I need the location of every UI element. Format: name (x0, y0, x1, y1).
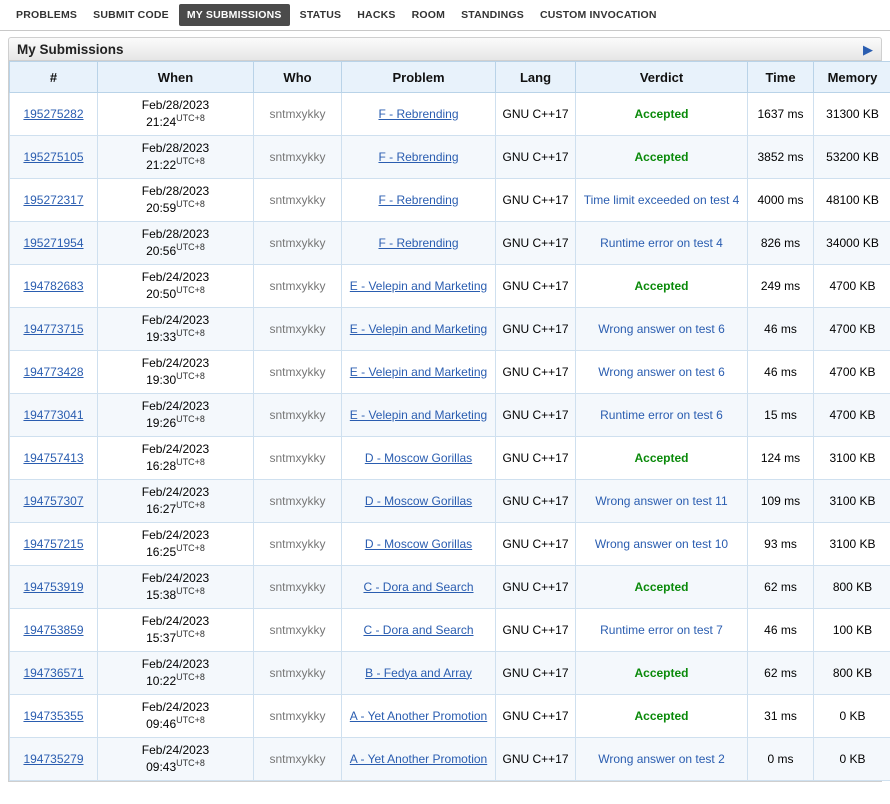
submission-clock (102, 414, 249, 431)
submission-date: Feb/24/2023 (141, 270, 210, 284)
author-cell[interactable]: sntmxykky (254, 437, 342, 480)
submission-time-cell (98, 566, 254, 609)
memory-cell: 4700 KB (814, 265, 890, 308)
table-row (10, 695, 890, 738)
submission-time-of-day: 21:24 (146, 115, 177, 129)
verdict-text: Wrong answer on test 10 (594, 536, 729, 551)
column-header-who: Who (254, 62, 342, 93)
submission-timezone: UTC+8 (176, 371, 205, 381)
submission-id-link[interactable]: 195275282 (23, 106, 84, 121)
submission-id-cell (10, 609, 98, 652)
memory-cell: 3100 KB (814, 437, 890, 480)
verdict-text: Runtime error on test 6 (600, 407, 723, 422)
verdict-cell[interactable] (576, 308, 748, 351)
submission-id-cell (10, 222, 98, 265)
verdict-text: Accepted (634, 450, 689, 465)
problem-link[interactable]: D - Moscow Gorillas (364, 493, 473, 508)
verdict-text: Wrong answer on test 11 (595, 493, 728, 508)
verdict-text: Wrong answer on test 6 (598, 321, 725, 336)
submission-date: Feb/24/2023 (141, 657, 210, 671)
submission-clock (102, 156, 249, 173)
submission-id-link[interactable]: 195271954 (23, 235, 84, 250)
submission-clock (102, 242, 249, 259)
language-cell: GNU C++17 (496, 308, 576, 351)
verdict-cell[interactable] (576, 265, 748, 308)
submission-clock (102, 328, 249, 345)
submission-date: Feb/24/2023 (141, 399, 210, 413)
problem-link[interactable]: E - Velepin and Marketing (349, 364, 488, 379)
submission-date: Feb/24/2023 (141, 528, 210, 542)
submission-timezone: UTC+8 (176, 199, 205, 209)
execution-time-cell: 46 ms (748, 351, 814, 394)
submission-time-of-day: 19:33 (146, 330, 177, 344)
submission-timezone: UTC+8 (176, 285, 205, 295)
submission-date: Feb/28/2023 (141, 98, 210, 112)
table-row (10, 566, 890, 609)
problem-cell (342, 437, 496, 480)
language-cell: GNU C++17 (496, 93, 576, 136)
problem-cell (342, 652, 496, 695)
column-header-problem: Problem (342, 62, 496, 93)
memory-cell: 4700 KB (814, 394, 890, 437)
problem-cell (342, 93, 496, 136)
submission-date: Feb/24/2023 (141, 614, 210, 628)
problem-link[interactable]: C - Dora and Search (363, 579, 474, 594)
table-row (10, 394, 890, 437)
execution-time-cell: 109 ms (748, 480, 814, 523)
author-cell[interactable]: sntmxykky (254, 222, 342, 265)
verdict-text: Wrong answer on test 6 (598, 364, 725, 379)
submission-time-cell (98, 265, 254, 308)
submission-time-of-day: 20:59 (146, 201, 177, 215)
table-body (10, 93, 890, 781)
table-header (10, 62, 890, 93)
submission-id-link[interactable]: 194753919 (23, 579, 84, 594)
submission-id-link[interactable]: 194735279 (23, 751, 84, 766)
problem-link[interactable]: B - Fedya and Array (365, 665, 472, 680)
column-header-when: When (98, 62, 254, 93)
verdict-text: Runtime error on test 4 (600, 235, 723, 250)
language-cell: GNU C++17 (496, 179, 576, 222)
submission-time-cell (98, 308, 254, 351)
author-cell[interactable]: sntmxykky (254, 93, 342, 136)
execution-time-cell: 826 ms (748, 222, 814, 265)
submission-id-cell (10, 437, 98, 480)
submission-id-cell (10, 93, 98, 136)
submission-id-cell (10, 738, 98, 781)
verdict-text: Accepted (634, 579, 689, 594)
submission-time-of-day: 15:37 (146, 631, 177, 645)
problem-cell (342, 136, 496, 179)
submission-clock (102, 199, 249, 216)
verdict-cell[interactable] (576, 609, 748, 652)
verdict-text: Accepted (634, 708, 689, 723)
submission-time-cell (98, 394, 254, 437)
column-header-: # (10, 62, 98, 93)
submission-id-link[interactable]: 194735355 (23, 708, 84, 723)
author-cell[interactable]: sntmxykky (254, 523, 342, 566)
submission-clock (102, 543, 249, 560)
submission-clock (102, 113, 249, 130)
my-submissions-header (8, 37, 882, 61)
submission-date: Feb/24/2023 (141, 313, 210, 327)
column-header-memory: Memory (814, 62, 890, 93)
problem-link[interactable]: C - Dora and Search (363, 622, 474, 637)
language-cell: GNU C++17 (496, 652, 576, 695)
execution-time-cell: 93 ms (748, 523, 814, 566)
execution-time-cell: 3852 ms (748, 136, 814, 179)
submission-id-link[interactable]: 194773428 (23, 364, 84, 379)
verdict-text: Accepted (634, 106, 689, 121)
language-cell: GNU C++17 (496, 265, 576, 308)
table-row (10, 179, 890, 222)
memory-cell: 100 KB (814, 609, 890, 652)
verdict-cell[interactable] (576, 738, 748, 781)
submission-timezone: UTC+8 (176, 156, 205, 166)
submission-time-cell (98, 480, 254, 523)
language-cell: GNU C++17 (496, 351, 576, 394)
submission-time-of-day: 09:46 (146, 717, 177, 731)
verdict-cell[interactable] (576, 351, 748, 394)
author-cell[interactable]: sntmxykky (254, 265, 342, 308)
column-header-lang: Lang (496, 62, 576, 93)
table-row (10, 523, 890, 566)
nav-item-problems[interactable]: PROBLEMS (16, 9, 78, 21)
submission-clock (102, 715, 249, 732)
verdict-cell[interactable] (576, 652, 748, 695)
table-row (10, 93, 890, 136)
submission-id-cell (10, 179, 98, 222)
author-cell[interactable]: sntmxykky (254, 652, 342, 695)
submission-time-cell (98, 351, 254, 394)
problem-link[interactable]: F - Rebrending (378, 192, 459, 207)
table-header-row (10, 62, 890, 93)
chevron-right-icon[interactable]: ▶ (863, 41, 873, 57)
problem-link[interactable]: E - Velepin and Marketing (349, 278, 488, 293)
submission-time-cell (98, 652, 254, 695)
memory-cell: 0 KB (814, 695, 890, 738)
submission-clock (102, 285, 249, 302)
problem-cell (342, 308, 496, 351)
author-cell[interactable]: sntmxykky (254, 351, 342, 394)
submission-clock (102, 629, 249, 646)
memory-cell: 0 KB (814, 738, 890, 781)
submission-date: Feb/24/2023 (141, 356, 210, 370)
language-cell: GNU C++17 (496, 566, 576, 609)
memory-cell: 4700 KB (814, 351, 890, 394)
submission-id-link[interactable]: 194782683 (23, 278, 84, 293)
language-cell: GNU C++17 (496, 222, 576, 265)
submission-time-of-day: 21:22 (146, 158, 177, 172)
problem-cell (342, 265, 496, 308)
author-cell[interactable]: sntmxykky (254, 480, 342, 523)
submission-timezone: UTC+8 (176, 543, 205, 553)
table-row (10, 652, 890, 695)
submission-date: Feb/24/2023 (141, 743, 210, 757)
execution-time-cell: 249 ms (748, 265, 814, 308)
submission-time-of-day: 10:22 (146, 674, 177, 688)
nav-item-my-submissions[interactable]: MY SUBMISSIONS (179, 4, 290, 26)
author-cell[interactable]: sntmxykky (254, 738, 342, 781)
problem-cell (342, 523, 496, 566)
submission-id-cell (10, 652, 98, 695)
problem-link[interactable]: F - Rebrending (378, 149, 459, 164)
table-row (10, 480, 890, 523)
verdict-cell[interactable] (576, 179, 748, 222)
problem-cell (342, 480, 496, 523)
memory-cell: 53200 KB (814, 136, 890, 179)
submission-time-cell (98, 695, 254, 738)
verdict-text: Time limit exceeded on test 4 (583, 192, 740, 207)
nav-item-custom-invocation[interactable]: CUSTOM INVOCATION (539, 9, 657, 21)
submission-time-cell (98, 609, 254, 652)
verdict-cell[interactable] (576, 222, 748, 265)
submission-id-link[interactable]: 194757215 (23, 536, 84, 551)
language-cell: GNU C++17 (496, 437, 576, 480)
submission-time-of-day: 19:26 (146, 416, 177, 430)
verdict-cell[interactable] (576, 566, 748, 609)
memory-cell: 31300 KB (814, 93, 890, 136)
execution-time-cell: 1637 ms (748, 93, 814, 136)
submission-date: Feb/28/2023 (141, 227, 210, 241)
submission-time-of-day: 19:30 (146, 373, 177, 387)
language-cell: GNU C++17 (496, 609, 576, 652)
author-cell[interactable]: sntmxykky (254, 308, 342, 351)
problem-link[interactable]: E - Velepin and Marketing (349, 321, 488, 336)
problem-cell (342, 351, 496, 394)
author-cell[interactable]: sntmxykky (254, 695, 342, 738)
verdict-cell[interactable] (576, 480, 748, 523)
table-row (10, 437, 890, 480)
submission-timezone: UTC+8 (176, 500, 205, 510)
submission-time-of-day: 15:38 (146, 588, 177, 602)
submission-clock (102, 371, 249, 388)
author-cell[interactable]: sntmxykky (254, 136, 342, 179)
submission-id-link[interactable]: 194757307 (23, 493, 84, 508)
submission-clock (102, 500, 249, 517)
execution-time-cell: 124 ms (748, 437, 814, 480)
submission-timezone: UTC+8 (176, 586, 205, 596)
submission-timezone: UTC+8 (176, 672, 205, 682)
problem-link[interactable]: D - Moscow Gorillas (364, 450, 473, 465)
submission-time-cell (98, 437, 254, 480)
column-header-verdict: Verdict (576, 62, 748, 93)
submission-id-link[interactable]: 194757413 (23, 450, 84, 465)
memory-cell: 34000 KB (814, 222, 890, 265)
main-navigation (0, 0, 890, 31)
problem-link[interactable]: F - Rebrending (378, 235, 459, 250)
table-row (10, 351, 890, 394)
author-cell[interactable]: sntmxykky (254, 566, 342, 609)
nav-item-status[interactable]: STATUS (299, 9, 342, 21)
language-cell: GNU C++17 (496, 480, 576, 523)
submission-id-link[interactable]: 194773041 (23, 407, 84, 422)
nav-item-standings[interactable]: STANDINGS (461, 9, 524, 21)
problem-cell (342, 394, 496, 437)
verdict-text: Accepted (634, 278, 689, 293)
problem-cell (342, 695, 496, 738)
table-row (10, 222, 890, 265)
submission-id-cell (10, 480, 98, 523)
submission-time-of-day: 16:28 (146, 459, 177, 473)
table-row (10, 265, 890, 308)
submission-id-link[interactable]: 195275105 (23, 149, 84, 164)
submission-timezone: UTC+8 (176, 629, 205, 639)
problem-link[interactable]: D - Moscow Gorillas (364, 536, 473, 551)
problem-cell (342, 609, 496, 652)
submission-id-cell (10, 136, 98, 179)
submission-date: Feb/28/2023 (141, 141, 210, 155)
nav-item-submit-code[interactable]: SUBMIT CODE (93, 9, 169, 21)
verdict-cell[interactable] (576, 523, 748, 566)
execution-time-cell: 62 ms (748, 652, 814, 695)
verdict-cell[interactable] (576, 136, 748, 179)
execution-time-cell: 46 ms (748, 609, 814, 652)
submission-id-cell (10, 523, 98, 566)
memory-cell: 48100 KB (814, 179, 890, 222)
submission-clock (102, 758, 249, 775)
submission-time-cell (98, 738, 254, 781)
submission-id-cell (10, 265, 98, 308)
execution-time-cell: 31 ms (748, 695, 814, 738)
author-cell[interactable]: sntmxykky (254, 179, 342, 222)
memory-cell: 800 KB (814, 566, 890, 609)
problem-cell (342, 222, 496, 265)
submission-id-link[interactable]: 195272317 (23, 192, 84, 207)
submission-time-of-day: 20:56 (146, 244, 177, 258)
verdict-text: Wrong answer on test 2 (598, 751, 725, 766)
submission-timezone: UTC+8 (176, 113, 205, 123)
submission-timezone: UTC+8 (176, 414, 205, 424)
language-cell: GNU C++17 (496, 738, 576, 781)
verdict-cell[interactable] (576, 437, 748, 480)
language-cell: GNU C++17 (496, 394, 576, 437)
submission-date: Feb/24/2023 (141, 571, 210, 585)
page-title: My Submissions (17, 41, 124, 57)
submission-time-cell (98, 136, 254, 179)
author-cell[interactable]: sntmxykky (254, 394, 342, 437)
memory-cell: 3100 KB (814, 480, 890, 523)
memory-cell: 800 KB (814, 652, 890, 695)
table-row (10, 136, 890, 179)
submission-date: Feb/24/2023 (141, 442, 210, 456)
submissions-table-container (8, 61, 882, 782)
submission-timezone: UTC+8 (176, 328, 205, 338)
submission-timezone: UTC+8 (176, 242, 205, 252)
execution-time-cell: 15 ms (748, 394, 814, 437)
verdict-cell[interactable] (576, 93, 748, 136)
submission-timezone: UTC+8 (176, 457, 205, 467)
execution-time-cell: 46 ms (748, 308, 814, 351)
submission-time-of-day: 20:50 (146, 287, 177, 301)
verdict-text: Accepted (634, 149, 689, 164)
verdict-cell[interactable] (576, 394, 748, 437)
nav-item-room[interactable]: ROOM (411, 9, 446, 21)
submission-id-cell (10, 308, 98, 351)
submission-id-link[interactable]: 194753859 (23, 622, 84, 637)
submission-clock (102, 457, 249, 474)
table-row (10, 738, 890, 781)
submission-id-cell (10, 566, 98, 609)
submission-id-link[interactable]: 194773715 (23, 321, 84, 336)
submission-time-of-day: 16:27 (146, 502, 177, 516)
verdict-text: Runtime error on test 7 (600, 622, 723, 637)
verdict-cell[interactable] (576, 695, 748, 738)
submission-time-of-day: 16:25 (146, 545, 177, 559)
submission-clock (102, 672, 249, 689)
problem-link[interactable]: A - Yet Another Promotion (349, 708, 488, 723)
submission-time-cell (98, 523, 254, 566)
problem-cell (342, 179, 496, 222)
language-cell: GNU C++17 (496, 136, 576, 179)
submission-time-cell (98, 222, 254, 265)
execution-time-cell: 4000 ms (748, 179, 814, 222)
submission-id-cell (10, 695, 98, 738)
submission-id-link[interactable]: 194736571 (23, 665, 84, 680)
submission-time-cell (98, 179, 254, 222)
problem-cell (342, 738, 496, 781)
execution-time-cell: 0 ms (748, 738, 814, 781)
submission-time-cell (98, 93, 254, 136)
memory-cell: 4700 KB (814, 308, 890, 351)
nav-item-hacks[interactable]: HACKS (357, 9, 396, 21)
problem-link[interactable]: A - Yet Another Promotion (349, 751, 488, 766)
table-row (10, 308, 890, 351)
column-header-time: Time (748, 62, 814, 93)
submission-date: Feb/24/2023 (141, 700, 210, 714)
submission-clock (102, 586, 249, 603)
submission-id-cell (10, 394, 98, 437)
submission-id-cell (10, 351, 98, 394)
submission-timezone: UTC+8 (176, 758, 205, 768)
submission-timezone: UTC+8 (176, 715, 205, 725)
table-row (10, 609, 890, 652)
language-cell: GNU C++17 (496, 695, 576, 738)
author-cell[interactable]: sntmxykky (254, 609, 342, 652)
submission-date: Feb/24/2023 (141, 485, 210, 499)
problem-link[interactable]: F - Rebrending (378, 106, 459, 121)
submission-date: Feb/28/2023 (141, 184, 210, 198)
submissions-table (9, 61, 890, 781)
problem-cell (342, 566, 496, 609)
submission-time-of-day: 09:43 (146, 760, 177, 774)
problem-link[interactable]: E - Velepin and Marketing (349, 407, 488, 422)
memory-cell: 3100 KB (814, 523, 890, 566)
verdict-text: Accepted (634, 665, 689, 680)
language-cell: GNU C++17 (496, 523, 576, 566)
execution-time-cell: 62 ms (748, 566, 814, 609)
